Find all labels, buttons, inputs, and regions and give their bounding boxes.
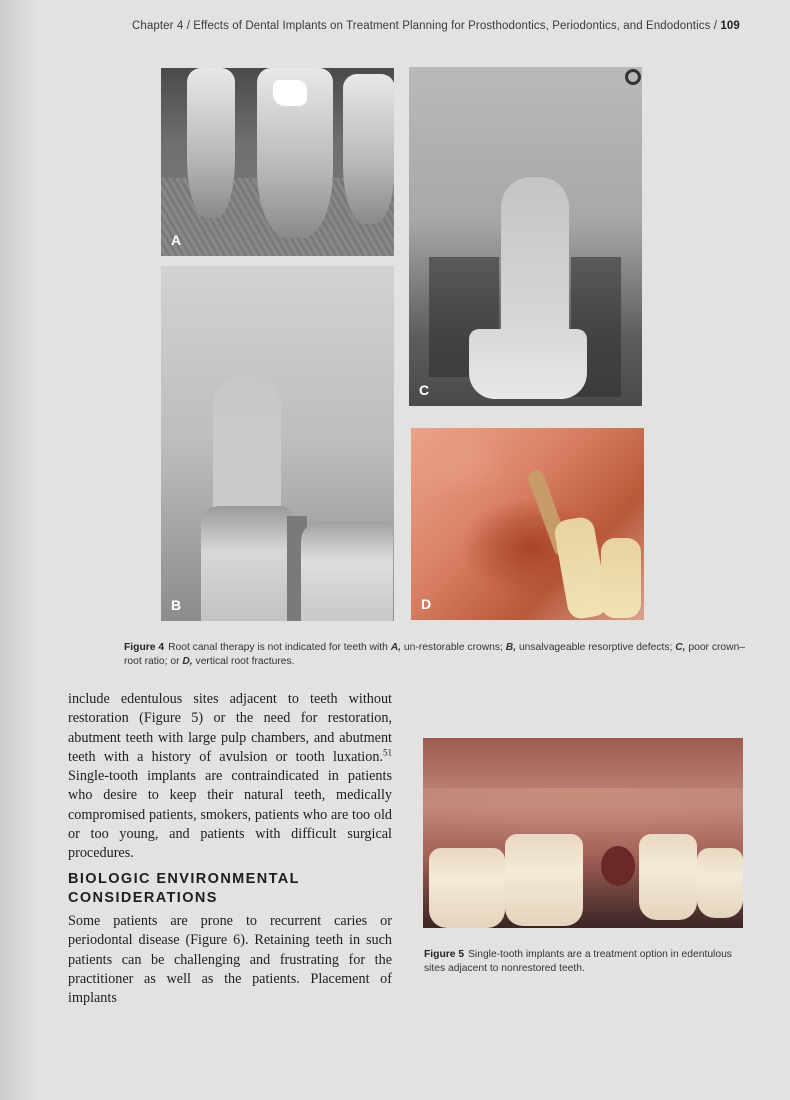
photo-tooth	[697, 848, 743, 918]
figure4-panel-a-radiograph	[161, 68, 394, 256]
radiograph-crown	[201, 506, 297, 621]
caption-panel-ref: A,	[390, 642, 402, 653]
photo-tooth	[639, 834, 697, 920]
figure5-clinical-photo	[423, 738, 743, 928]
photo-tooth	[429, 848, 505, 928]
caption-text: Single-tooth implants are a treatment option in edentulous sites adjacent to nonrestored teeth.	[424, 949, 732, 974]
figure4-label: Figure 4	[124, 642, 165, 653]
radiograph-root	[501, 177, 569, 347]
figure4-caption	[124, 641, 756, 669]
figure4-panel-c-radiograph	[409, 67, 642, 406]
running-head-text: Chapter 4 / Effects of Dental Implants on Treatment Planning for Prosthodontics, Periodontics, and Endodontics /	[132, 20, 721, 32]
panel-label-d: D	[421, 596, 432, 612]
caption-text: un-restorable crowns;	[401, 642, 506, 653]
radiograph-filling	[273, 80, 307, 106]
section-heading: BIOLOGIC ENVIRONMENTAL CONSIDERATIONS	[68, 871, 300, 906]
figure4-panel-b-radiograph	[161, 266, 394, 621]
caption-panel-ref: C,	[675, 642, 686, 653]
figure5-caption	[424, 948, 754, 976]
citation-reference: 51	[383, 747, 392, 758]
radiograph-tooth	[343, 74, 394, 224]
figure5-label: Figure 5	[424, 949, 465, 960]
page-number: 109	[720, 20, 740, 32]
radiograph-tooth	[187, 68, 235, 218]
panel-label-c: C	[419, 382, 430, 398]
photo-tooth	[505, 834, 583, 926]
radiograph-crown	[301, 521, 393, 621]
photo-lip	[423, 738, 743, 788]
caption-text: vertical root fractures.	[192, 656, 295, 667]
radiograph-crown	[469, 329, 587, 399]
caption-panel-ref: D,	[182, 656, 193, 667]
body-text-run: include edentulous sites adjacent to teeth without restoration (Figure 5) or the need for restoration, abutment teeth with large pulp chambers, and abutment teeth with a history of avulsion or tooth luxation.	[68, 691, 392, 765]
caption-text: unsalvageable resorptive defects;	[516, 642, 676, 653]
radiograph-root	[213, 376, 281, 516]
figure4-panel-d-clinical-photo	[411, 428, 644, 620]
body-paragraph	[68, 690, 392, 864]
running-head	[132, 20, 752, 32]
body-paragraph: Some patients are prone to recurrent caries or periodontal disease (Figure 6). Retaining teeth in such patients can be challenging and frustrating for the practitioner as well as the patients. Placement of implants	[68, 913, 392, 1007]
radiograph-marker	[625, 69, 641, 85]
panel-label-a: A	[171, 232, 182, 248]
body-text-run: Single-tooth implants are contraindicated in patients who desire to keep their natural teeth, medically compromised patients, smokers, patients who are too old or too young, and patients with difficult surgical procedures.	[68, 768, 392, 862]
photo-tooth	[601, 538, 641, 618]
caption-text: poor crown–root ratio; or	[124, 642, 746, 667]
edentulous-site	[601, 846, 635, 886]
caption-text: Root canal therapy is not indicated for teeth with	[168, 642, 391, 653]
caption-panel-ref: B,	[505, 642, 517, 653]
panel-label-b: B	[171, 597, 182, 613]
